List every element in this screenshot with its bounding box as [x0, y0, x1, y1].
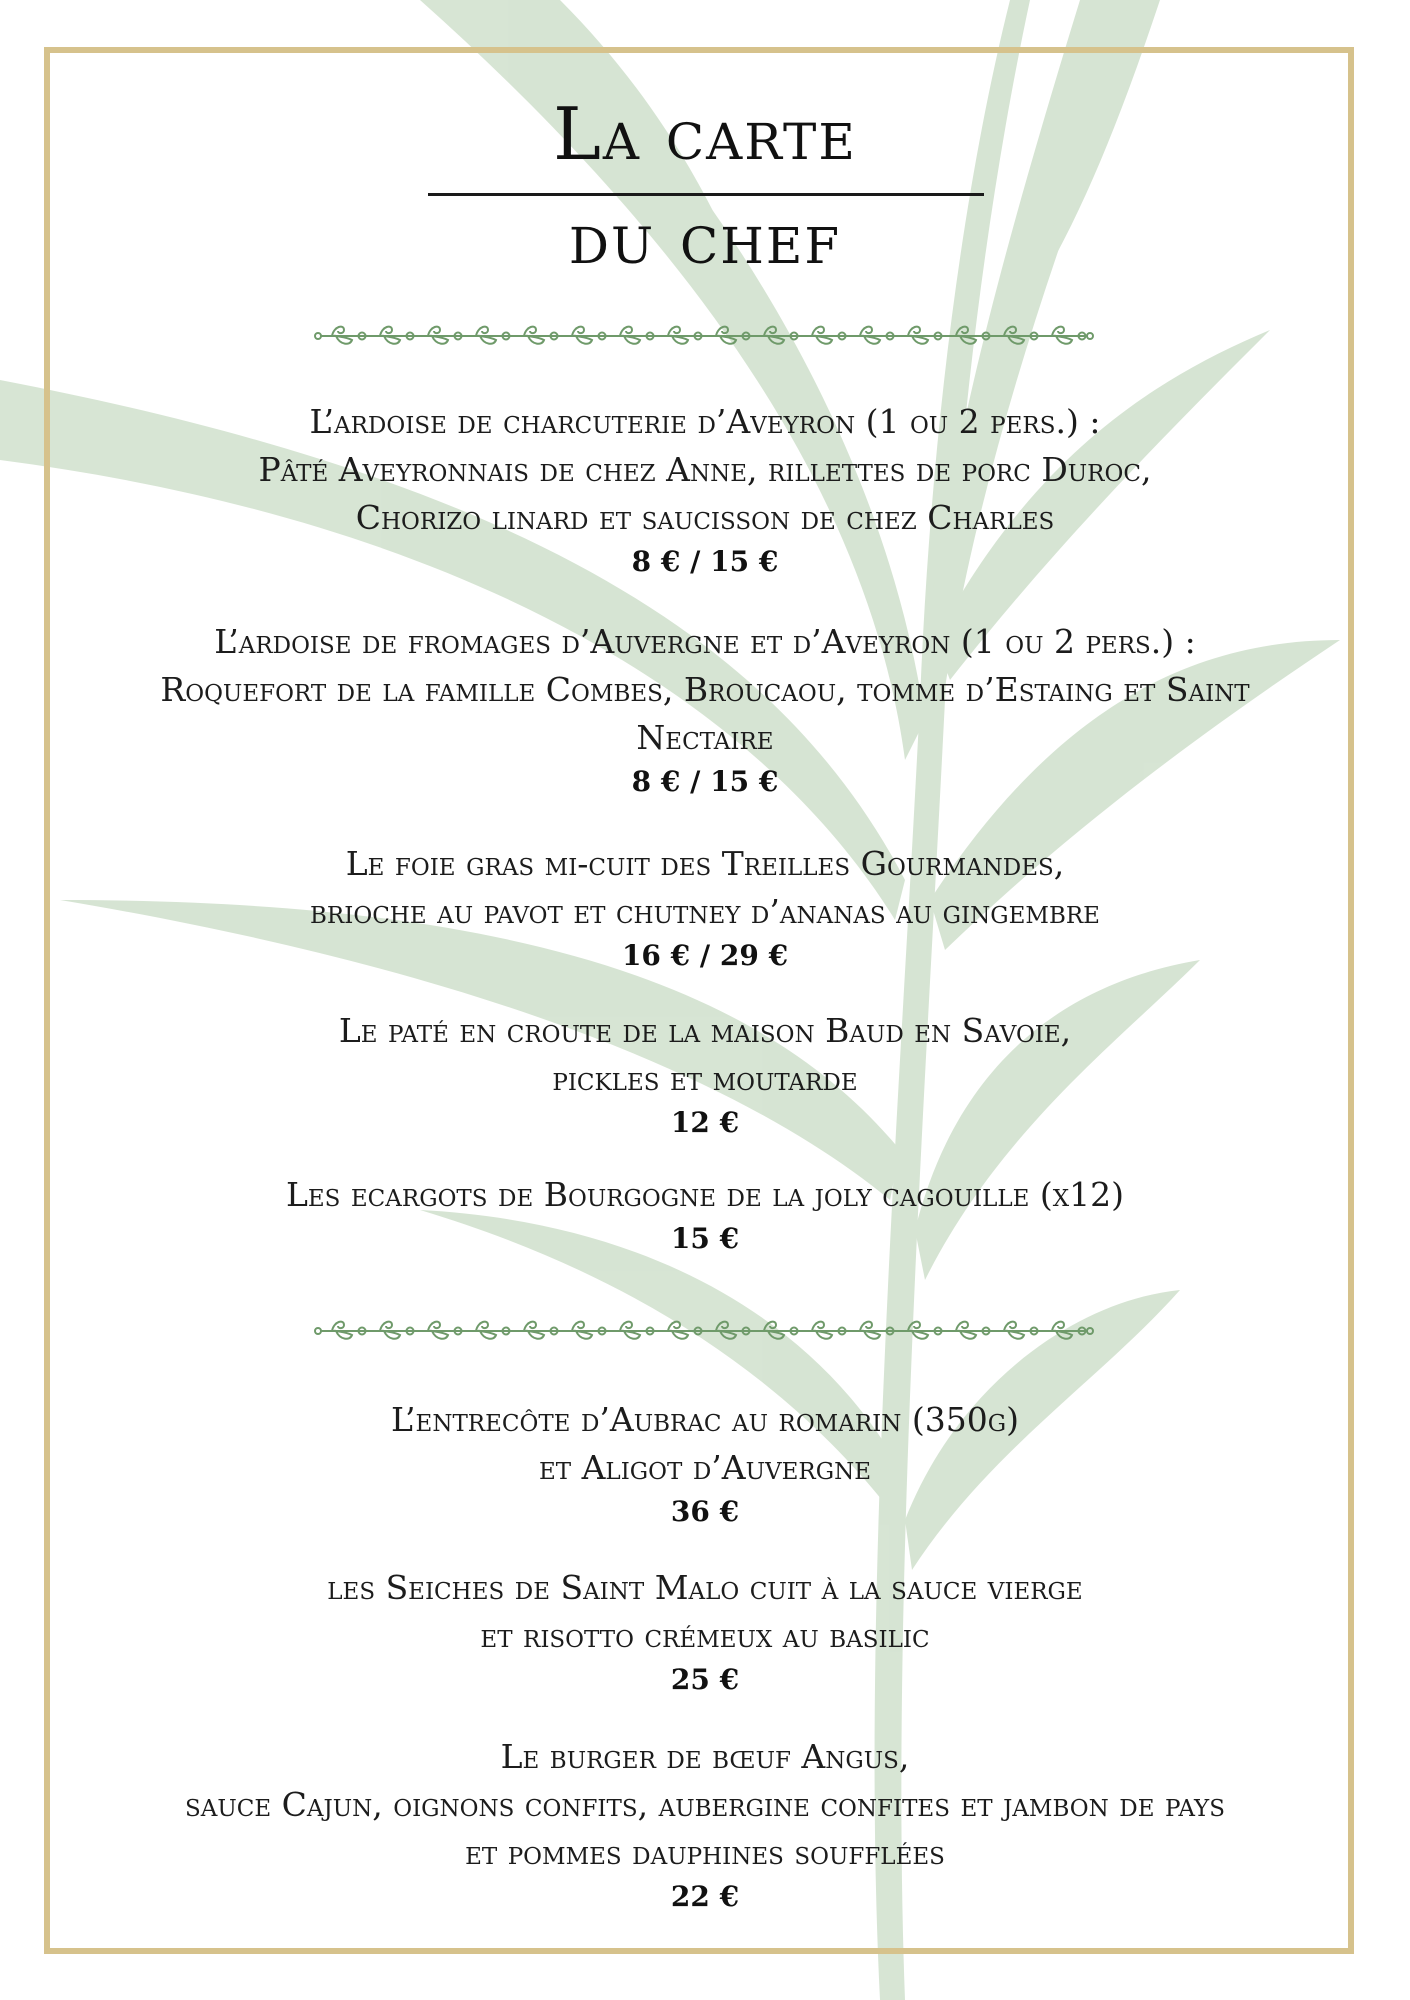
menu-item-description-line: brioche au pavot et chutney d’ananas au gingembre — [310, 892, 1100, 931]
menu-item — [60, 1564, 1350, 1700]
menu-item-description-line: Pâté Aveyronnais de chez Anne, rillettes de porc Duroc, — [258, 450, 1152, 489]
menu-item-description-line: Nectaire — [636, 718, 774, 757]
menu-item-price: 22 € — [670, 1880, 740, 1913]
menu-item-description-line: Roquefort de la famille Combes, Broucaou, tomme d’Estaing et Saint — [160, 670, 1250, 709]
menu-item-price: 16 € / 29 € — [621, 939, 789, 972]
menu-item-description-line: sauce Cajun, oignons confits, aubergine confites et jambon de pays — [185, 1785, 1225, 1824]
menu-item-price: 36 € — [670, 1495, 740, 1528]
menu-item-description-line: Le burger de bœuf Angus, — [500, 1737, 910, 1776]
menu-item — [60, 1007, 1350, 1143]
menu-item — [60, 618, 1350, 802]
leaf-vine-divider-icon — [312, 318, 1096, 354]
menu-item-description-line: Les ecargots de Bourgogne de la joly cagouille (x12) — [285, 1175, 1125, 1214]
page-subtitle: du chef — [568, 196, 842, 280]
menu-item — [60, 398, 1350, 582]
menu-item-description-line: L’ardoise de fromages d’Auvergne et d’Aveyron (1 ou 2 pers.) : — [214, 622, 1196, 661]
menu-item-description-line: et pommes dauphines soufflées — [465, 1833, 945, 1872]
menu-item — [60, 1733, 1350, 1917]
menu-item-description-line: et Aligot d’Auvergne — [538, 1448, 872, 1487]
menu-item-price: 25 € — [670, 1663, 740, 1696]
menu-item-description-line: Chorizo linard et saucisson de chez Charles — [355, 498, 1055, 537]
menu-item — [60, 840, 1350, 976]
menu-item-price: 8 € / 15 € — [631, 545, 779, 578]
menu-item-price: 8 € / 15 € — [631, 765, 779, 798]
menu-item-description-line: les Seiches de Saint Malo cuit à la sauce vierge — [327, 1568, 1083, 1607]
menu-item-description-line: Le foie gras mi-cuit des Treilles Gourmandes, — [345, 844, 1065, 883]
menu-item-description-line: et risotto crémeux au basilic — [480, 1616, 930, 1655]
menu-item — [60, 1171, 1350, 1259]
menu-item-description-line: L’ardoise de charcuterie d’Aveyron (1 ou 2 pers.) : — [309, 402, 1101, 441]
page-title: La carte — [553, 92, 857, 176]
menu-item-description-line: pickles et moutarde — [552, 1059, 858, 1098]
menu-item-price: 12 € — [670, 1106, 740, 1139]
menu-item-description-line: Le paté en croute de la maison Baud en Savoie, — [338, 1011, 1072, 1050]
menu-item-price: 15 € — [670, 1222, 740, 1255]
menu-item — [60, 1396, 1350, 1532]
menu-item-description-line: L’entrecôte d’Aubrac au romarin (350g) — [391, 1400, 1019, 1439]
leaf-vine-divider-icon — [312, 1313, 1096, 1349]
